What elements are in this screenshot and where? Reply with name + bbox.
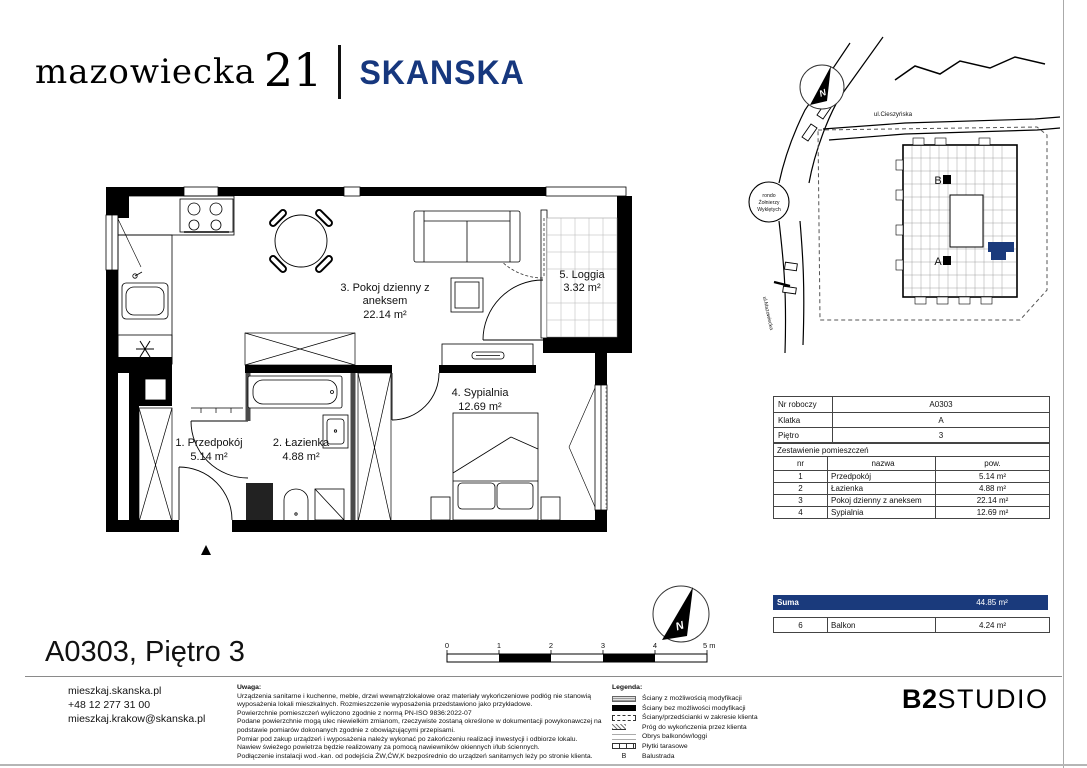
table-row [774, 427, 1049, 442]
note-line: Podane powierzchnie mogą ulec niewielkim zmianom, rzeczywiste zostaną określone w dokumentacji powykonawczej na podstawie pomiarów dokonanych zgodnie z obowiązującymi przepisami. [237, 718, 602, 734]
scale-bar [440, 638, 730, 666]
legend-label: Ściany bez możliwości modyfikacji [642, 704, 746, 712]
map-building [896, 138, 1017, 304]
room-area: 4.88 m² [978, 484, 1007, 493]
table-row [774, 506, 1049, 518]
rooms-summary-table [773, 443, 1050, 519]
header-logos [35, 42, 525, 102]
room-name: Sypialnia [828, 507, 936, 518]
map-rondo [749, 182, 789, 222]
rondo-label-2: Żołnierzy [758, 200, 780, 206]
notes-heading: Uwaga: [237, 684, 262, 691]
toilet-icon [284, 489, 308, 520]
balcony-nr: 6 [774, 618, 828, 632]
scale-tick-3: 3 [600, 641, 606, 650]
scale-tick-0: 0 [444, 641, 450, 650]
room-nr: 3 [774, 495, 828, 506]
legend-item [612, 743, 822, 750]
room-area: 22.14 m² [976, 496, 1009, 505]
stove-icon [180, 199, 233, 232]
logo-divider [338, 45, 341, 99]
sideboard-icon [442, 344, 533, 367]
room-name: Łazienka [828, 483, 936, 494]
footer-divider [25, 676, 1062, 677]
unit-info-table [773, 396, 1050, 443]
legend-label: Balustrada [642, 752, 675, 760]
loggia-area: 3.32 m² [563, 282, 601, 294]
staircase-value: A [938, 415, 944, 425]
notes-block [237, 684, 609, 761]
living-room-label-2: aneksem [362, 295, 408, 307]
room-nr: 2 [774, 483, 828, 494]
hall-area: 5.14 m² [190, 451, 228, 463]
bathroom-area: 4.88 m² [282, 451, 320, 463]
wall-fixed-icon [612, 705, 636, 711]
scale-tick-5: 5 m [703, 641, 716, 650]
col-header-pow: pow. [984, 459, 1001, 468]
legend-item [612, 705, 822, 712]
legend-item [612, 753, 822, 760]
room-nr: 4 [774, 507, 828, 518]
table-row [774, 618, 1049, 632]
coat-rail [191, 408, 243, 413]
note-line: Powierzchnie pomieszczeń wyliczono zgodnie z normą PN-ISO 9836:2022-07 [237, 709, 472, 717]
balcony-table [773, 617, 1050, 633]
mazowiecka-logo-number: 21 [263, 43, 323, 97]
scale-tick-1: 1 [496, 641, 502, 650]
stair-b-label: B [934, 175, 942, 187]
mazowiecka-logo: mazowiecka [35, 52, 256, 92]
bedroom-label: 4. Sypialnia [451, 387, 509, 399]
total-area-value: 44.85 m² [976, 598, 1008, 607]
legend-item [612, 714, 822, 721]
map-north-letter: N [817, 87, 828, 99]
loggia-label: 5. Loggia [559, 269, 605, 281]
note-line: Nawiew świeżego powietrza będzie realizowany za pomocą nawiewników okiennych i/lub ściennych. [237, 744, 540, 752]
skanska-logo: SKANSKA [359, 52, 525, 91]
legend-label: Obrys balkonów/loggi [642, 733, 707, 741]
contact-website[interactable]: mieszkaj.skanska.pl [68, 685, 162, 697]
total-area-bar [773, 595, 1048, 610]
note-line: Urządzenia sanitarne i kuchenne, meble, drzwi wewnątrzlokalowe oraz materiały wykończeniowe podłóg nie stanowią wyposażenia lokali mieszkalnych. Rozmieszczenie wyposażenia przedstawiono jako przykładowe. [237, 692, 591, 709]
b2studio-logo-light: STUDIO [937, 684, 1049, 714]
unit-number-value: A0303 [929, 400, 953, 409]
floor-plan [95, 175, 645, 555]
legend-item [612, 733, 822, 740]
legend-label: Próg do wykończenia przez klienta [642, 723, 747, 731]
table-row [774, 397, 1049, 412]
b2studio-logo-bold: B2 [902, 684, 938, 714]
contact-block [68, 684, 205, 726]
dining-table-icon [269, 209, 333, 273]
sofa-icon [414, 211, 520, 262]
table-row [774, 494, 1049, 506]
legend-block [612, 684, 822, 762]
legend-heading: Legenda: [612, 684, 643, 691]
info-label: Klatka [774, 413, 833, 427]
shaft-box [145, 379, 166, 400]
plan-north-letter: N [674, 619, 686, 634]
wall-client-icon [612, 715, 636, 721]
table-row [774, 412, 1049, 427]
contact-email[interactable]: mieszkaj.krakow@skanska.pl [68, 713, 206, 725]
room-name: Pokoj dzienny z aneksem [828, 495, 936, 506]
table-row [774, 482, 1049, 494]
table-header-row [774, 457, 1049, 470]
total-label: Suma [777, 598, 799, 607]
note-line: Podłączenie instalacji wod.-kan. od podejścia ŻW,ĆW,K bezpośrednio do urządzeń sanitarnych leży po stronie klienta. [237, 752, 593, 760]
note-line: Pomiar pod zakup urządzeń i wyposażenia należy wykonać po zakończeniu realizacji inwestycji i odbiorze lokalu. [237, 735, 578, 743]
balcony-area: 4.24 m² [978, 620, 1007, 630]
balcony-outline-icon [612, 734, 636, 740]
threshold-icon [612, 724, 626, 730]
terrace-tiles-icon [612, 743, 636, 749]
sink-icon [122, 272, 168, 319]
legend-label: Ściany z możliwością modyfikacji [642, 695, 742, 702]
room-nr: 1 [774, 471, 828, 482]
scale-tick-4: 4 [652, 641, 658, 650]
street-mazowiecka-label: ul.Mazowiecka [761, 296, 774, 331]
page-bottom-border [0, 764, 1087, 766]
rooms-table-title: Zestawienie pomieszczeń [774, 444, 1049, 457]
bedroom-area: 12.69 m² [458, 401, 502, 413]
plan-doors [179, 280, 543, 520]
page-title: A0303, Piętro 3 [45, 636, 245, 668]
room-name: Przedpokój [828, 471, 936, 482]
map-north-compass [800, 65, 844, 109]
legend-label: Płytki tarasowe [642, 742, 688, 750]
balustrade-symbol: B [621, 752, 627, 760]
hall-label: 1. Przedpokój [175, 437, 243, 449]
col-header-nazwa: nazwa [828, 457, 936, 470]
living-room-label: 3. Pokoj dzienny z [340, 282, 430, 294]
street-cieszynska-label: ul.Cieszyńska [873, 111, 913, 118]
bathtub-icon [248, 376, 342, 408]
bed-icon [431, 413, 560, 520]
scale-tick-2: 2 [548, 641, 554, 650]
contact-phone: +48 12 277 31 00 [68, 699, 151, 711]
site-map [745, 35, 1060, 355]
bathroom-label: 2. Łazienka [272, 437, 330, 449]
rondo-label-1: rondo [762, 193, 776, 199]
legend-item [612, 724, 822, 731]
table-row [774, 470, 1049, 482]
room-area: 12.69 m² [976, 508, 1009, 517]
living-room-area: 22.14 m² [363, 309, 407, 321]
bath-cabinet-icon [315, 489, 344, 520]
legend-label: Ściany/przedścianki w zakresie klienta [642, 714, 758, 722]
wall-modifiable-icon [612, 696, 636, 702]
rondo-label-3: Wyklętych [757, 207, 781, 213]
coffee-table-icon [451, 278, 483, 312]
entry-marker-icon [195, 545, 217, 555]
info-label: Nr roboczy [774, 397, 833, 412]
balcony-name: Balkon [828, 618, 936, 632]
info-label: Piętro [774, 428, 833, 442]
room-area: 5.14 m² [978, 472, 1007, 481]
floor-value: 3 [938, 430, 944, 440]
stair-a-label: A [934, 256, 942, 268]
page-right-border [1063, 0, 1064, 768]
col-header-nr: nr [774, 457, 828, 470]
b2studio-logo [902, 684, 1049, 715]
legend-item [612, 695, 822, 702]
